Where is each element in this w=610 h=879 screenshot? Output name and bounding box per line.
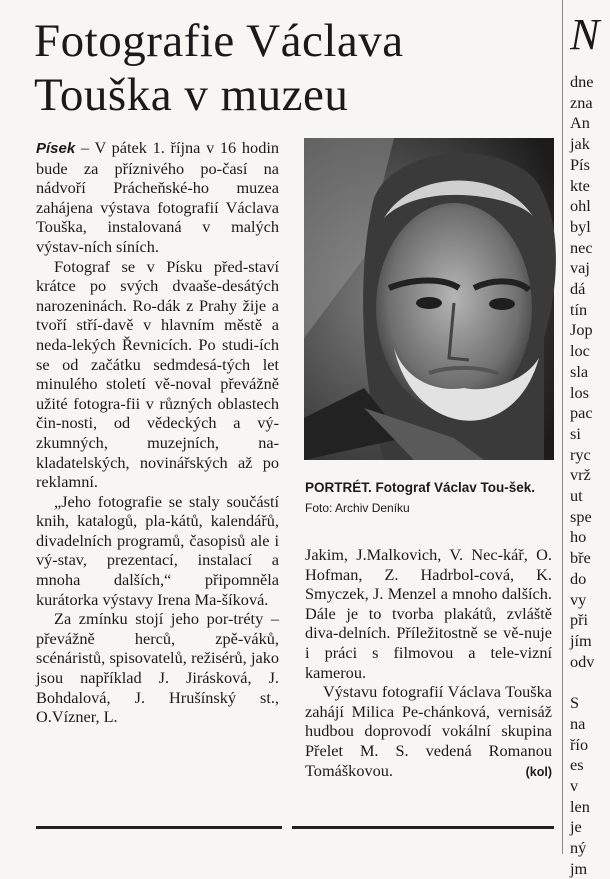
neighbor-line: tín [570, 299, 588, 319]
neighbor-line: si [570, 423, 581, 443]
neighbor-article-fragment [570, 0, 610, 878]
neighbor-line: dne [570, 72, 594, 91]
neighbor-line: len [570, 796, 590, 816]
neighbor-line: ryc [570, 444, 591, 464]
neighbor-line: zna [570, 92, 593, 112]
photo-caption [305, 478, 555, 518]
neighbor-lines [570, 72, 610, 879]
neighbor-line: S [570, 693, 580, 713]
column-divider [562, 0, 563, 854]
neighbor-line: vaj [570, 258, 590, 278]
neighbor-line: bře [570, 548, 591, 568]
neighbor-line: jak [570, 134, 590, 154]
neighbor-line: ný [570, 838, 587, 858]
neighbor-line: jm [570, 858, 588, 878]
headline-line-1: Fotografie Václava [34, 15, 404, 67]
neighbor-line: ohl [570, 196, 591, 216]
paragraph-6 [305, 682, 552, 780]
neighbor-line: na [570, 713, 586, 733]
neighbor-line: v [570, 775, 579, 795]
portrait-photo [304, 138, 554, 460]
paragraph-1-text: – V pátek 1. října v 16 hodin bude za příznivého po-časí na nádvoří Prácheňské-ho muzea zahájena výstava fotografií Václava Touška, instalovaná v malých výstav-ních síních. [36, 138, 279, 256]
dateline-place: Písek [36, 140, 76, 157]
portrait-image [304, 138, 554, 460]
neighbor-line: dá [570, 279, 586, 299]
neighbor-line: Pís [570, 154, 590, 174]
neighbor-line: vy [570, 589, 587, 609]
neighbor-line: ho [570, 527, 587, 547]
neighbor-line: při [570, 610, 589, 630]
neighbor-line [570, 672, 610, 693]
paragraph-5: Jakim, J.Malkovich, V. Nec-kář, O. Hofman, Z. Hadrbol-cová, K. Smyczek, J. Menzel a mnoho dalších. Dále je to tvorba plakátů, zvláště diva-delních. Příležitostně se vě-nuje i práci s filmovou a tele-vizní kamerou. [305, 545, 552, 682]
neighbor-line: ut [570, 486, 583, 506]
headline [34, 14, 544, 122]
neighbor-line: An [570, 113, 590, 133]
neighbor-line: pac [570, 403, 593, 423]
neighbor-line: jím [570, 630, 592, 650]
paragraph-4: Za zmínku stojí jeho por-tréty – převážně herců, zpě-váků, scénáristů, spisovatelů, režisérů, jako jsou například J. Jirásková, J. Bohdalová, J. Hrušínský st., O.Vízner, L. [36, 609, 279, 727]
caption-lead: PORTRÉT. Fotograf Václav Tou-šek. [305, 480, 536, 495]
neighbor-line: kte [570, 175, 590, 195]
column-1-rule [36, 826, 282, 829]
neighbor-line: do [570, 568, 587, 588]
article-column-2 [305, 545, 552, 782]
paragraph-1 [36, 138, 279, 257]
neighbor-line: Jop [570, 320, 593, 340]
neighbor-headline-fragment: N [570, 10, 600, 59]
neighbor-line: spe [570, 506, 592, 526]
author-tag: (kol) [525, 764, 552, 779]
neighbor-line: loc [570, 341, 590, 361]
neighbor-line: je [570, 817, 582, 837]
neighbor-line: nec [570, 237, 593, 257]
headline-line-2: Touška v muzeu [34, 69, 349, 121]
article-column-1 [36, 138, 279, 727]
column-2-rule [292, 826, 554, 829]
caption-credit: Foto: Archiv Deníku [305, 501, 410, 515]
neighbor-line: řío [570, 734, 589, 754]
neighbor-line: vrž [570, 465, 591, 485]
neighbor-line: es [570, 755, 584, 775]
neighbor-line: sla [570, 361, 589, 381]
paragraph-6-text: Výstavu fotografií Václava Touška zahájí Milica Pe-chánková, vernisáž hudbou doprovodí vokální skupina Přelet M. S. vedená Romanou Tomáškovou. [305, 682, 552, 780]
paragraph-3: „Jeho fotografie se staly součástí knih, katalogů, pla-kátů, kalendářů, divadelních programů, časopisů ale i vý-stav, prezentací, instalací a mnoha dalších,“ připomněla kurátorka výstavy Irena Ma-šíková. [36, 491, 279, 609]
neighbor-line: byl [570, 216, 591, 236]
neighbor-line: odv [570, 651, 595, 671]
paragraph-2: Fotograf se v Písku před-staví krátce po svých dvaaše-desátých narozeninách. Ro-dák z Prahy žije a tvoří stří-davě v hlavním městě a neda-lekých Řevnicích. Po studi-ích se od začátku sedmdesá-tých let minulého století vě-noval převážně užité fotogra-fii v různých oblastech čin-nosti, od vědeckých a vý-zkumných, muzejních, na-kladatelských, novinářských až po reklamní. [36, 256, 279, 492]
neighbor-line: los [570, 382, 590, 402]
